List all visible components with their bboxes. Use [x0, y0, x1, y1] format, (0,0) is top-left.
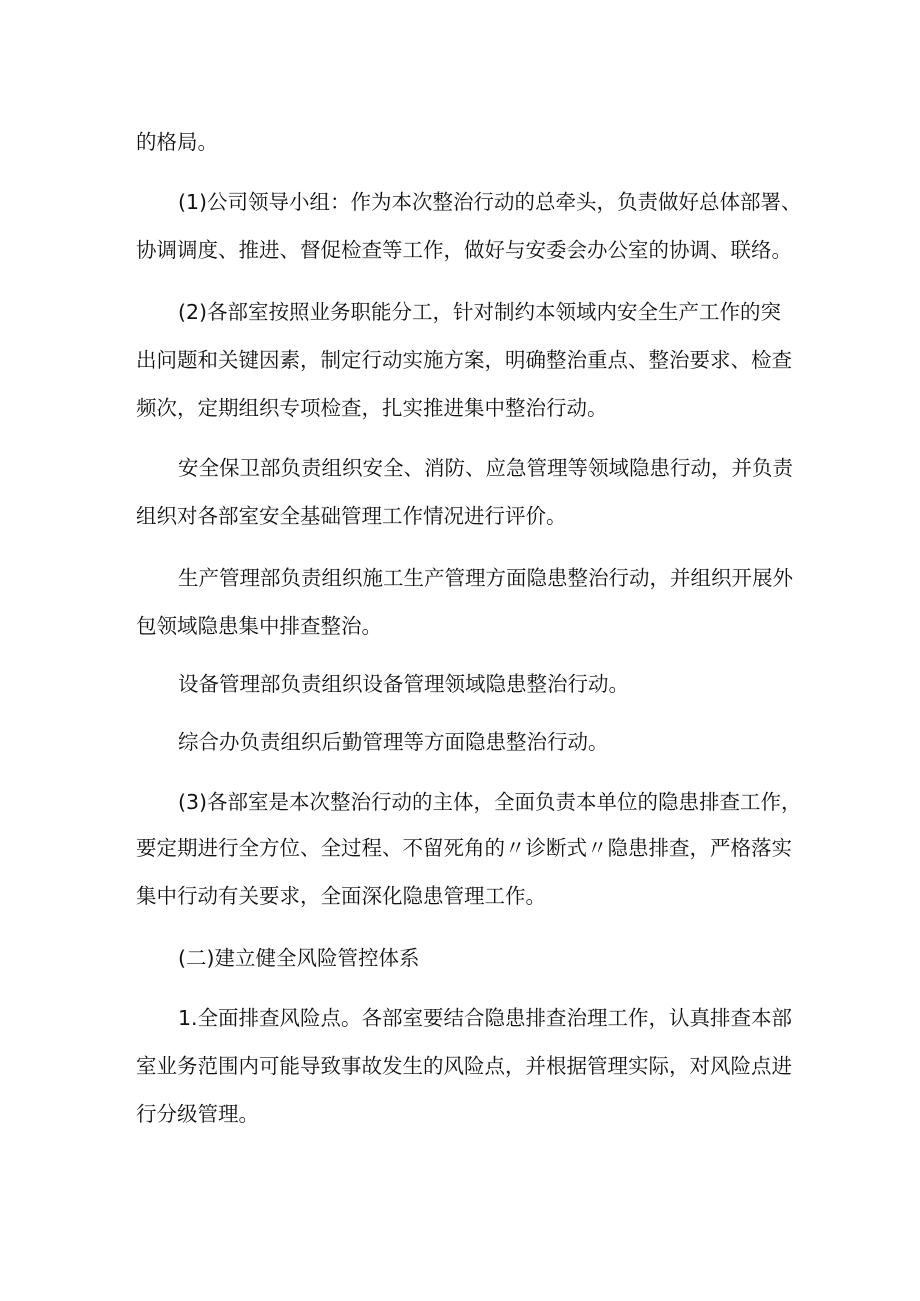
text-line: 安全保卫部负责组织安全、消防、应急管理等领域隐患行动，并负责	[178, 456, 793, 480]
text-line: (2)各部室按照业务职能分工，针对制约本领域内安全生产工作的突	[178, 300, 782, 324]
text-line: 出问题和关键因素，制定行动实施方案，明确整治重点、整治要求、检查	[136, 348, 792, 372]
section-heading: (二)建立健全风险管控体系	[178, 946, 420, 970]
text-line: 设备管理部负责组织设备管理领域隐患整治行动。	[178, 672, 629, 696]
text-line: 1.全面排查风险点。各部室要结合隐患排查治理工作，认真排查本部	[178, 1006, 793, 1030]
text-line: 频次，定期组织专项检查，扎实推进集中整治行动。	[136, 396, 608, 420]
text-line: 的格局。	[136, 130, 218, 154]
text-line: 协调调度、推进、督促检查等工作，做好与安委会办公室的协调、联络。	[136, 238, 792, 262]
text-line: 组织对各部室安全基础管理工作情况进行评价。	[136, 504, 567, 528]
text-line: (1)公司领导小组：作为本次整治行动的总牵头，负责做好总体部署、	[178, 190, 802, 214]
text-line: 要定期进行全方位、全过程、不留死角的〃诊断式〃隐患排查，严格落实	[136, 836, 792, 860]
text-line: 集中行动有关要求，全面深化隐患管理工作。	[136, 884, 546, 908]
text-line: (3)各部室是本次整治行动的主体，全面负责本单位的隐患排查工作，	[178, 790, 802, 814]
text-line: 室业务范围内可能导致事故发生的风险点，并根据管理实际，对风险点进	[136, 1054, 792, 1078]
text-line: 包领域隐患集中排查整治。	[136, 614, 382, 638]
text-line: 综合办负责组织后勤管理等方面隐患整治行动。	[178, 730, 609, 754]
text-line: 行分级管理。	[136, 1102, 259, 1126]
text-line: 生产管理部负责组织施工生产管理方面隐患整治行动，并组织开展外	[178, 566, 793, 590]
